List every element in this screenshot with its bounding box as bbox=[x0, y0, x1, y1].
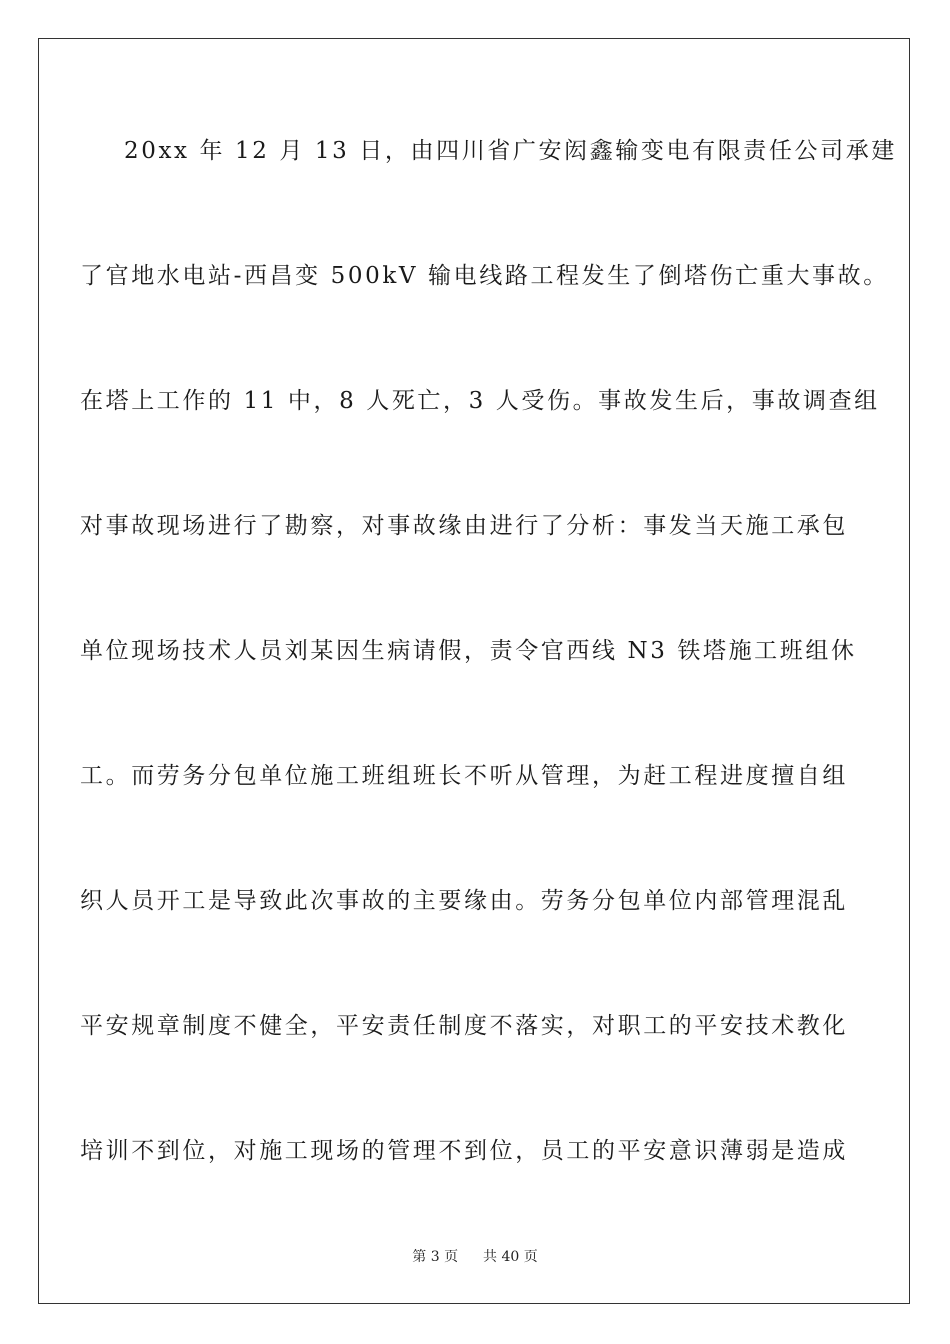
text-line: 了官地水电站-西昌变 500kV 输电线路工程发生了倒塔伤亡重大事故。 bbox=[80, 263, 889, 289]
text-line: 工。而劳务分包单位施工班组班长不听从管理，为赶工程进度擅自组 bbox=[80, 763, 848, 789]
page-number: 第 3 页 bbox=[412, 1249, 459, 1265]
text-line: 20xx 年 12 月 13 日，由四川省广安闳鑫输变电有限责任公司承建 bbox=[124, 138, 897, 164]
page-footer bbox=[0, 1246, 950, 1266]
text-line: 培训不到位，对施工现场的管理不到位，员工的平安意识薄弱是造成 bbox=[80, 1138, 848, 1164]
body-paragraph bbox=[80, 92, 897, 1217]
text-line: 平安规章制度不健全，平安责任制度不落实，对职工的平安技术教化 bbox=[80, 1013, 848, 1039]
page-total: 共 40 页 bbox=[483, 1249, 538, 1265]
text-line: 织人员开工是导致此次事故的主要缘由。劳务分包单位内部管理混乱 bbox=[80, 888, 848, 914]
text-line: 在塔上工作的 11 中，8 人死亡，3 人受伤。事故发生后，事故调查组 bbox=[80, 388, 880, 414]
text-line: 对事故现场进行了勘察，对事故缘由进行了分析：事发当天施工承包 bbox=[80, 513, 848, 539]
text-line: 单位现场技术人员刘某因生病请假，责令官西线 N3 铁塔施工班组休 bbox=[80, 638, 857, 664]
